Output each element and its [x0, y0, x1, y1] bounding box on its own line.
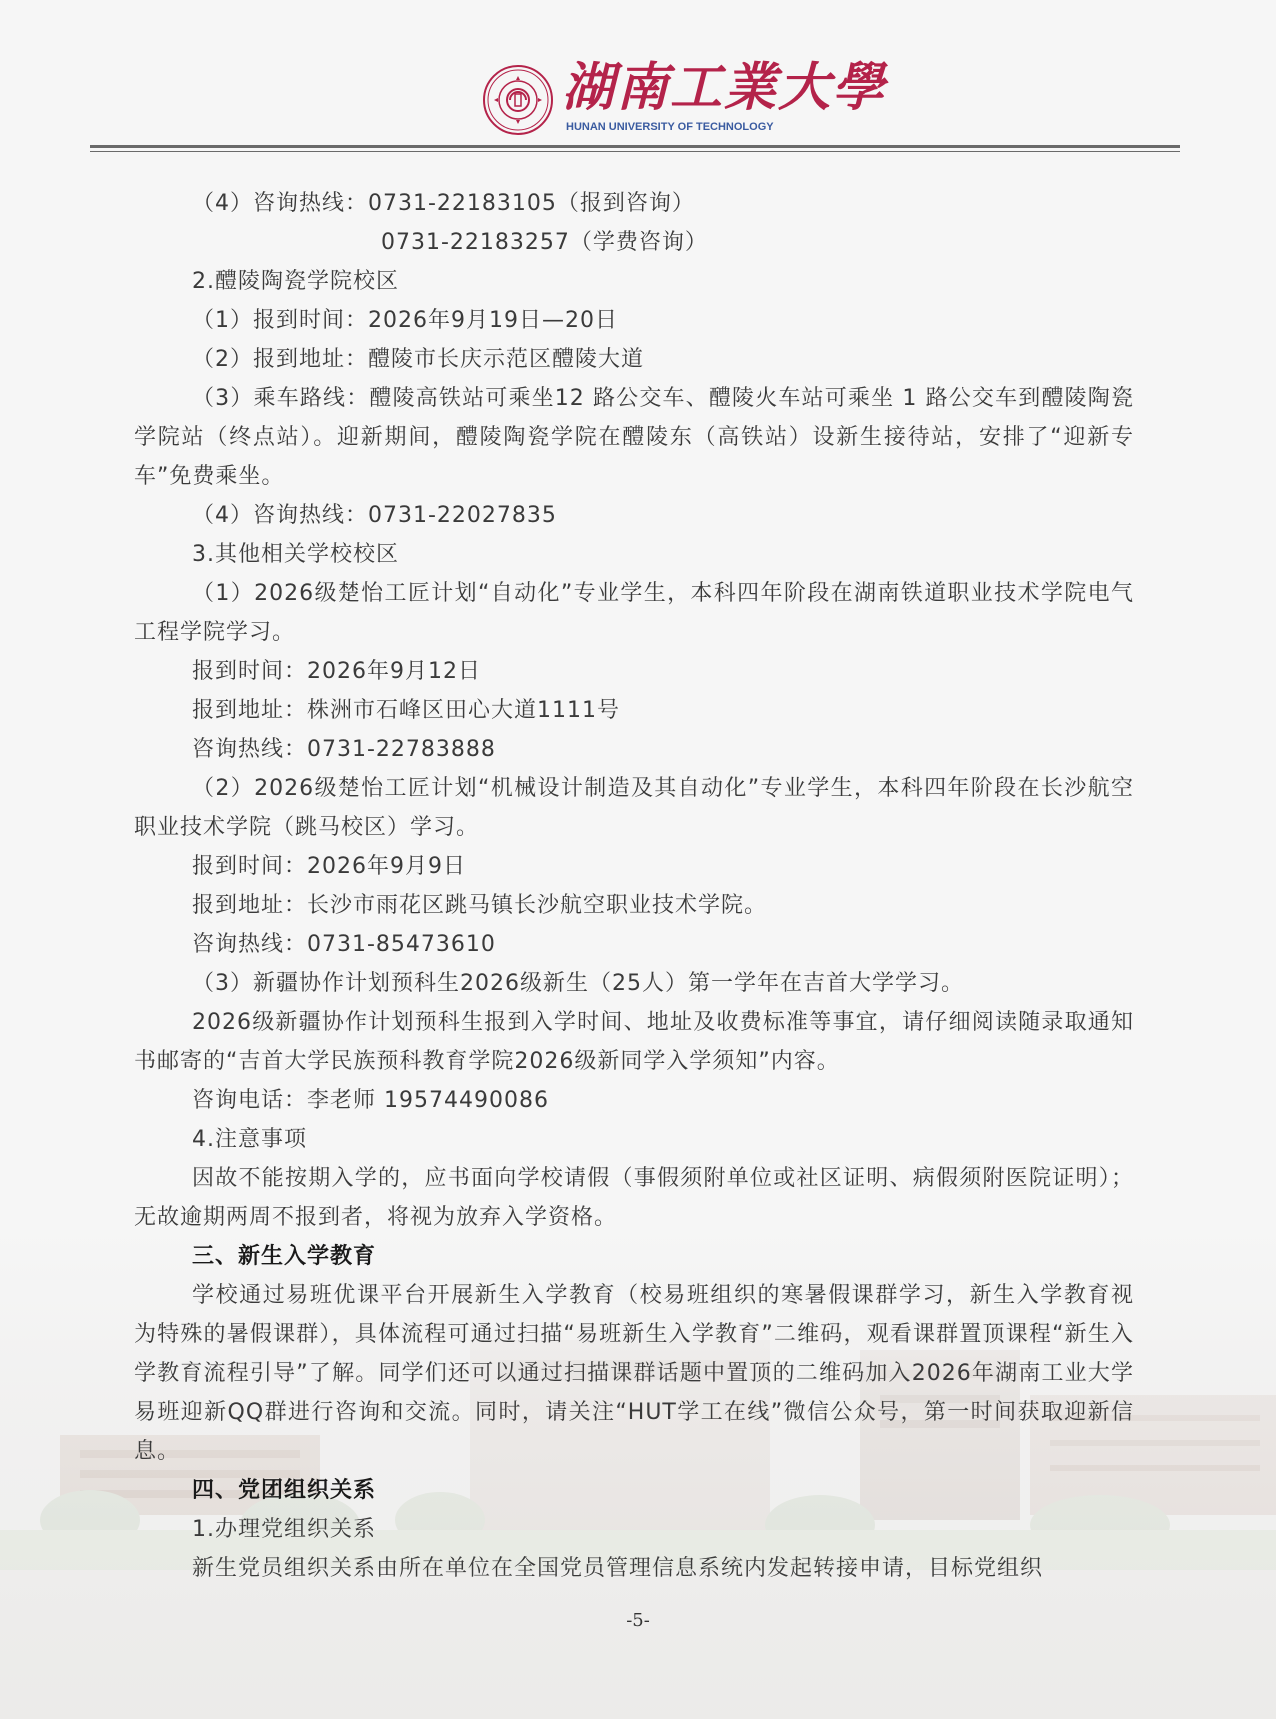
- paragraph: 报到地址：长沙市雨花区跳马镇长沙航空职业技术学院。: [192, 893, 768, 918]
- page-header: [0, 0, 1276, 150]
- paragraph: 3.其他相关学校校区: [192, 542, 399, 567]
- page-number: -5-: [626, 1610, 650, 1631]
- document-body: [134, 184, 1134, 1588]
- header-divider: [90, 145, 1180, 148]
- paragraph: 4.注意事项: [192, 1127, 307, 1152]
- paragraph: 因故不能按期入学的，应书面向学校请假（事假须附单位或社区证明、病假须附医院证明）；无故逾期两周不报到者，将视为放弃入学资格。: [134, 1166, 1134, 1230]
- paragraph: 报到时间：2026年9月12日: [192, 659, 481, 684]
- paragraph: 报到地址：株洲市石峰区田心大道1111号: [192, 698, 620, 723]
- paragraph: （4）咨询热线：0731-22027835: [192, 503, 557, 528]
- paragraph: （4）咨询热线：0731-22183105（报到咨询）: [192, 191, 695, 216]
- university-seal-icon: [482, 64, 554, 136]
- paragraph: （2）2026级楚怡工匠计划“机械设计制造及其自动化”专业学生，本科四年阶段在长沙航空职业技术学院（跳马校区）学习。: [134, 776, 1134, 840]
- paragraph: 咨询电话：李老师 19574490086: [192, 1088, 549, 1113]
- paragraph: 报到时间：2026年9月9日: [192, 854, 466, 879]
- paragraph: （3）乘车路线：醴陵高铁站可乘坐12 路公交车、醴陵火车站可乘坐 1 路公交车到醴陵陶瓷学院站（终点站）。迎新期间，醴陵陶瓷学院在醴陵东（高铁站）设新生接待站，安排了“迎新专车”免费乘坐。: [134, 386, 1134, 489]
- paragraph: 咨询热线：0731-22783888: [192, 737, 496, 762]
- paragraph: （3）新疆协作计划预科生2026级新生（25人）第一学年在吉首大学学习。: [192, 971, 964, 996]
- section-heading: 四、党团组织关系: [192, 1478, 377, 1503]
- paragraph: （1）2026级楚怡工匠计划“自动化”专业学生，本科四年阶段在湖南铁道职业技术学院电气工程学院学习。: [134, 581, 1134, 645]
- paragraph: 咨询热线：0731-85473610: [192, 932, 496, 957]
- paragraph: 学校通过易班优课平台开展新生入学教育（校易班组织的寒暑假课群学习，新生入学教育视为特殊的暑假课群），具体流程可通过扫描“易班新生入学教育”二维码，观看课群置顶课程“新生入学教育流程引导”了解。同学们还可以通过扫描课群话题中置顶的二维码加入2026年湖南工业大学易班迎新QQ群进行咨询和交流。同时，请关注“HUT学工在线”微信公众号，第一时间获取迎新信息。: [134, 1283, 1134, 1464]
- header-divider-thin: [90, 151, 1180, 152]
- paragraph: （1）报到时间：2026年9月19日—20日: [192, 308, 618, 333]
- paragraph: （2）报到地址：醴陵市长庆示范区醴陵大道: [192, 347, 644, 372]
- paragraph: 2026级新疆协作计划预科生报到入学时间、地址及收费标准等事宜，请仔细阅读随录取通知书邮寄的“吉首大学民族预科教育学院2026级新同学入学须知”内容。: [134, 1010, 1134, 1074]
- university-logo-chinese: 湖南工業大學: [562, 57, 887, 118]
- paragraph: 新生党员组织关系由所在单位在全国党员管理信息系统内发起转接申请，目标党组织: [192, 1556, 1044, 1581]
- paragraph: 1.办理党组织关系: [192, 1517, 376, 1542]
- paragraph: 2.醴陵陶瓷学院校区: [192, 269, 399, 294]
- section-heading: 三、新生入学教育: [192, 1244, 377, 1269]
- paragraph: 0731-22183257（学费咨询）: [381, 230, 708, 255]
- university-logo-english: HUNAN UNIVERSITY OF TECHNOLOGY: [566, 121, 774, 133]
